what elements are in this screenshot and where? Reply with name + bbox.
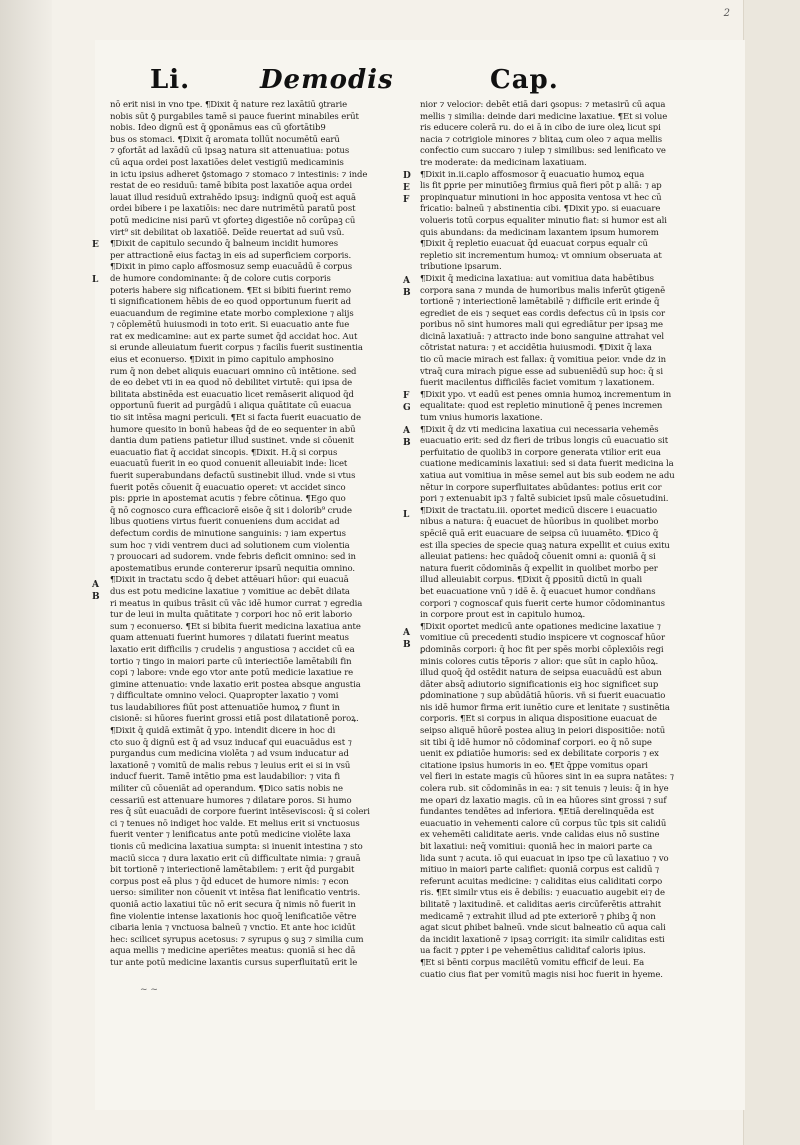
text-line: ¶Dixit in tractatu scdo q̄ debet attēuari hūor: qui euacuā: [110, 575, 349, 586]
text-line: referunt acuitas medicine: ⁊ caliditas eius caliditati corpo: [420, 876, 663, 887]
text-line: volueris totū corpus equaliter minutio fiat: si humor est ali: [420, 215, 667, 226]
margin-note: A: [403, 628, 410, 638]
text-line: tio sit intēsa magni periculi. ¶Et si facta fuerit euacuatio de: [110, 413, 361, 424]
text-line: fricatio: balneū ⁊ abstinentia cibi. ¶Dixit ypo. si euacuare: [420, 204, 661, 215]
text-line: lis fit ꝑprie per minutiōeꝫ firmius quā fieri pōt p aliā: ⁊ ap: [420, 181, 662, 192]
text-line: dantia dum patiens patietur illud sustinet. vnde si cōuenit: [110, 436, 354, 447]
text-line: tortionē ⁊ interiectionē lamētabilē ⁊ difficile erit erinde q̄: [420, 297, 660, 308]
text-line: lida sunt ⁊ acuta. iō qui euacuat in ipso tpe cū laxatiuo ⁊ vo: [420, 853, 669, 864]
text-line: laxationē ⁊ vomitū de malis rebus ⁊ leuius erit ei si in vsū: [110, 760, 351, 771]
text-line: corpora sana ⁊ munda de humoribus malis inferūt ꝯtigenē: [420, 285, 666, 296]
text-line: ua facit ⁊ ꝑpter i ꝑe vehemētius caliditaf caloris ipius.: [420, 946, 646, 957]
text-line: seipso aliquē hūorē postea aliuꝫ in peiori dispositiōe: notū: [420, 726, 666, 737]
text-line: euacuandum de regimine etate morbo complexione ⁊ alijs: [110, 308, 354, 319]
page-edge-shadow: [0, 0, 52, 1145]
margin-note: F: [403, 195, 410, 205]
text-line: militer cū cōueniāt ad operandum. ¶Dico satis nobis ne: [110, 784, 343, 795]
text-line: bus os stomaci. ¶Dixit q̄ aromata tollūt nocumētū earū: [110, 134, 340, 145]
left-text-column: [110, 100, 372, 970]
text-line: corpori ⁊ cognoscaf quis fuerit certe humor cōdominantus: [420, 598, 665, 609]
text-line: bilitata abstinēda est euacuatio licet remāserit aliquod q̄d: [110, 389, 354, 400]
margin-note: A: [92, 580, 99, 590]
text-line: de humore condominante: q̄ de colore cutis corporis: [110, 273, 331, 284]
text-line: bit tortionē ⁊ interiectionē lamētabilem: ⁊ erit q̄d purgabit: [110, 865, 355, 876]
text-line: citatione ipsius humoris in eo. ¶Et q̄ppe vomitus opari: [420, 760, 648, 771]
text-line: alleuiat patiens: hec quādoq̄ cōuenit omni a: quoniā q̄ si: [420, 552, 656, 563]
text-line: illud alleuiabit corpus. ¶Dixit q̄ ꝑpositū dictū in quali: [420, 575, 643, 586]
text-line: ¶Dixit q̄ repletio euacuat q̄d euacuat corpus equalr cū: [420, 239, 648, 250]
text-line: bet euacuatione vnū ⁊ idē ē. q̄ euacuet humor condñans: [420, 586, 656, 597]
text-line: nior ⁊ velocior: debēt etiā dari ꝯsopus: ⁊ metasirū cū aqua: [420, 100, 666, 110]
right-text-column: [420, 100, 682, 981]
text-line: vomitiue cū precedenti studio inspicere vt cognoscaf hūor: [420, 633, 665, 644]
folio-mark: 2: [723, 8, 730, 19]
text-line: tus laudabiliores fiūt post attenuatiōe humoꝝ ⁊ fiunt in: [110, 702, 340, 713]
running-head: [150, 65, 710, 105]
margin-note: F: [403, 391, 410, 401]
text-line: fuerit superabundans defactū sustinebit illud. vnde si vtus: [110, 471, 356, 481]
text-line: sum hoc ⁊ vidi ventrem duci ad solutionem cum violentia: [110, 540, 350, 551]
text-line: ti significationem hēbis de eo quod opportunum fuerit ad: [110, 297, 351, 308]
text-line: poribus nō sint humores mali qui egrediātur per ipsaꝫ me: [420, 320, 663, 331]
text-line: bit laxatiui: neq̄ vomitiui: quoniā hec in maiori parte ca: [420, 842, 653, 852]
text-line: cto suo q̄ dignū est q̄ ad vsuz inducaf qui euacuādus est ⁊: [110, 737, 352, 748]
running-head-center: Demodis: [260, 65, 394, 95]
text-line: maciū sicca ⁊ dura laxatio erit cū difficultate nimia: ⁊ grauā: [110, 853, 361, 864]
text-line: fuerit macilentus difficilēs faciet vomitum ⁊ laxationem.: [420, 378, 655, 389]
text-line: tortio ⁊ tingo in maiori parte cū interiectiōe lamētabili fin: [110, 656, 352, 667]
text-line: rat ex medicamine: aut ex parte sumet q̄d accidat hoc. Aut: [110, 331, 358, 342]
text-line: ¶Dixit q̄ medicina laxatiua: aut vomitiua data habētibus: [420, 273, 654, 284]
text-line: fine violentie intense laxationis hoc quoq̄ lenificatiōe vētre: [110, 911, 357, 922]
text-line: cibaria lenia ⁊ vnctuosa balneū ⁊ vnctio. Et ante hoc icidūt: [110, 923, 356, 934]
margin-note: G: [403, 403, 411, 413]
text-line: uenit ex ꝑdiatiōe humoris: sed ex debilitate corporis ⁊ ex: [420, 749, 659, 760]
margin-note: D: [403, 171, 411, 181]
text-line: ¶Dixit de capitulo secundo q̄ balneum incidit humores: [110, 239, 338, 250]
text-line: libus quotiens virtus fuerit conueniens dum accidat ad: [110, 517, 340, 528]
text-line: ris educere colerā ru. do ei ā in cibo de iure oleꝝ licut spi: [420, 123, 661, 134]
text-line: de eo debet vti in ea quod nō debilitet virtutē: qui ipsa de: [110, 378, 353, 389]
text-line: ¶Dixit in.ii.caplo affosmosor q̄ euacuatio humoꝝ equa: [420, 169, 645, 180]
text-line: nō erit nisi in vno tpe. ¶Dixit q̄ nature rez laxātiū ꝯtrarie: [110, 100, 348, 110]
text-line: me opari d̄z laxatio magis. cū in ea hūores sint grossi ⁊ suf: [420, 795, 667, 806]
text-line: humore quesito in bonū habeas q̄d de eo sequenter in abū: [110, 424, 356, 435]
text-line: ris. ¶Et similr vtus eis ē debilis: ⁊ euacuatio augebit ei⁊ de: [420, 888, 665, 899]
text-line: dicinā laxatiuā: ⁊ attracto inde bono sanguine attrahat vel: [420, 331, 665, 342]
text-line: corporis. ¶Et si corpus in aliqua dispositione euacuat de: [420, 714, 657, 725]
text-line: ¶Dixit in pimo caplo affosmosuz semp euacuādū ē corpus: [110, 262, 352, 273]
text-line: agat sicut ꝑhibet balneū. vnde sicut balneatio cū aqua cali: [420, 923, 666, 934]
text-line: nētur in corpore superfluitates abūdantes: potius erit cor: [420, 482, 662, 493]
text-line: dāter absq̄ adiutorio significationis eiꝫ hoc significet sup: [420, 679, 659, 690]
text-line: tio cū macie mirach est fallax: q̄ vomitiua peior. vnde d̄z in: [420, 355, 666, 366]
text-line: cisionē: si hūores fuerint grossi etiā post dilatationē poroꝝ.: [110, 714, 359, 725]
text-line: poteris habere sig nificationem. ¶Et si bibiti fuerint remo: [110, 285, 352, 296]
text-line: purgandus cum medicina violēta ⁊ ad vsum inducatur ad: [110, 749, 349, 760]
text-line: dus est potu medicine laxatiue ⁊ vomitiue ac debēt dilata: [110, 586, 350, 597]
margin-note: E: [92, 240, 99, 250]
margin-note: L: [92, 275, 99, 285]
text-line: fuerit potēs cōuenit q̄ euacuatio operet: vt accidet sinco: [110, 482, 346, 493]
text-line: nis idē humor firma erit iunētio cure et lenitate ⁊ sustinētia: [420, 702, 670, 713]
text-line: sum ⁊ econuerso. ¶Et si bibita fuerit medicina laxatiua ante: [110, 621, 361, 632]
text-line: natura fuerit cōdominās q̄ expellit in quolibet morbo per: [420, 563, 658, 574]
text-line: eius et econuerso. ¶Dixit in pimo capitulo amphosino: [110, 355, 334, 366]
text-line: tionis cū medicina laxatiua sumpta: si inuenit intestina ⁊ sto: [110, 842, 363, 852]
text-line: euacuatio fiat q̄ accidat sincopis. ¶Dixit. H.q̄ si corpus: [110, 447, 338, 458]
text-line: xatiua aut vomitiua in mēse semel aut bis sub eodem ne adu: [420, 471, 675, 481]
text-line: si erunde alleuiatum fuerit corpus ⁊ facilis fuerit sustinentia: [110, 343, 363, 354]
text-line: aqua mellis ⁊ medicine aperiētes meatus: quoniā si hec dā: [110, 946, 356, 957]
text-line: cuatione medicaminis laxatiui: sed si data fuerit medicina la: [420, 459, 674, 470]
margin-note: B: [403, 288, 411, 298]
text-line: fuerit venter ⁊ lenificatus ante potū medicine violēte laxa: [110, 830, 351, 841]
text-line: ¶Dixit ypo. vt eadū est penes omnia humoꝝ incrementum in: [420, 389, 672, 400]
text-line: ¶Dixit oportet medicū ante oꝑationes medicine laxatiue ⁊: [420, 621, 661, 632]
text-line: tum vnius humoris laxatione.: [420, 413, 543, 424]
margin-note: B: [403, 438, 411, 448]
text-line: vel fieri in estate magis cū hūores sint in ea supra natātes: ⁊: [420, 772, 674, 783]
text-line: est illa species de specie quaꝫ natura expellit et cuius exitu: [420, 540, 670, 551]
text-line: tur de leui in multa quātitate ⁊ corpori hoc nō erit laborio: [110, 610, 352, 621]
text-line: colera rub. sit cōdominās in ea: ⁊ sit tenuis ⁊ leuis: q̄ in hye: [420, 784, 669, 795]
text-line: spēciē quā erit euacuare de seipsa cū iuuamēto. ¶Dico q̄: [420, 528, 659, 539]
text-line: uerso: similiter non cōuenit vt intēsa fiat lenificatio ventris.: [110, 888, 361, 899]
text-line: ꝑdominās corpori: q̄ hoc fit per spēs morbi cōplexiōis regi: [420, 644, 664, 655]
text-line: nobis sūt ꝯ̄ purgabiles tamē si pauce fuerint minabiles erūt: [110, 111, 359, 122]
text-line: pis: ꝑprie in apostemat̄ acutis ⁊ febre cōtinua. ¶Ego quo: [110, 494, 346, 505]
text-line: nacia ⁊ cotrigiole minores ⁊ blitaꝝ cum oleo ⁊ aqua mellis: [420, 134, 663, 145]
margin-note: B: [92, 592, 100, 602]
text-line: apostematibus erunde contererur ipsarū nequitia omnino.: [110, 563, 355, 574]
text-line: ¶Dixit q̄ quidā extimāt q̄ ypo. intendit dicere in hoc di: [110, 726, 336, 737]
text-line: in ictu ipsius adheret ꝯ̄stomago ⁊ stomaco ⁊ intestinis: ⁊ inde: [110, 169, 368, 180]
text-line: nibus a natura: q̄ euacuet de hūoribus in quolibet morbo: [420, 517, 659, 528]
text-line: copi ⁊ labore: vnde ego vtor ante potū medicie laxatiue re: [110, 668, 354, 679]
text-line: ⁊ cōplemētū huiusmodi in toto erit. Si euacuatio ante fue: [110, 320, 350, 331]
text-line: rum q̄ non debet aliquis euacuari omnino cū intētione. sed: [110, 366, 357, 377]
text-line: q̄ nō cognosco cura efficaciorē eisōe q̄ sit i dolorib⁹ crude: [110, 505, 352, 516]
text-line: pori ⁊ extenuabit ip3 ⁊ faltē subiciet ipsū male cōsuetudini.: [420, 494, 669, 505]
text-line: mitiuo in maiori parte califiet: quoniā corpus est calidū ⁊: [420, 865, 660, 876]
footer-mark: ~ ~: [140, 985, 158, 995]
margin-note: E: [403, 183, 410, 193]
margin-note: L: [403, 510, 410, 520]
text-line: ordei bibere i pe laxatiōis: nec dare nutrimētū paratū post: [110, 204, 356, 215]
text-line: tur ante potū medicine laxantis cursus superfluitatū erit le: [110, 957, 358, 968]
running-head-right: Cap.: [490, 65, 559, 95]
text-line: ci ⁊ tenues nō indiget hoc valde. Et melius erit si vnctuosus: [110, 818, 360, 829]
text-line: corpus post eā plus ⁊ q̄d educet de humore nimis: ⁊ econ: [110, 876, 349, 887]
text-line: restat de eo residuū: tamē bibita post laxatiōe aqua ordei: [110, 181, 352, 192]
text-line: medicamē ⁊ extrahit illud ad pte exteriorē ⁊ ꝑhibꝫ q̄ non: [420, 911, 656, 922]
text-line: minis colores cutis tēporis ⁊ alior: que sūt in capl̄o hūoꝝ.: [420, 656, 659, 667]
text-line: vtraq̄ cura mirach pigue esse ad subueniēdū sup hoc: q̄ si: [420, 366, 664, 377]
text-line: euacuatū fuerit in eo quod conuenit alleuiabit inde: licet: [110, 459, 348, 470]
text-line: cōtristat natura: ⁊ et accidētia huiusmodi. ¶Dixit q̄ laxa: [420, 343, 652, 354]
margin-note: A: [403, 426, 410, 436]
text-line: cū aqua ordei post laxatiōes delet vestigiū medicaminis: [110, 157, 344, 168]
text-line: potū medicine nisi parū vt ꝯforteꝫ digestiōe nō corūpaꝫ cū: [110, 215, 356, 226]
text-line: repletio sit incrementum humoꝝ: vt omnium obseruata at: [420, 250, 662, 261]
running-head-left: Li.: [150, 65, 191, 95]
text-line: cessariū est attenuare humores ⁊ dilatare poros. Si humo: [110, 795, 352, 806]
text-line: per attractionē eius factaꝫ in eis ad superficiem corporis.: [110, 250, 352, 261]
text-line: nobis. Ideo dignū est q̄ ꝯponāmus eas cū ꝯfortātib9: [110, 123, 326, 134]
text-line: opportunū fuerit ad purgādū i aliqua quātitate cū euacua: [110, 401, 352, 412]
text-line: propinquatur minutioni in hoc apposita ventosa vt hec cū: [420, 192, 662, 203]
text-line: ⁊ ꝯfortāt ad laxādū cū ipsaꝫ natura sit attenuatiua: potus: [110, 146, 350, 157]
text-line: hec: scilicet syrupus acetosus: ⁊ syrupus ꝯ suꝫ ⁊ similia cum: [110, 934, 364, 945]
text-line: tributione ipsarum.: [420, 262, 502, 273]
margin-note: B: [403, 640, 411, 650]
text-line: ¶Dixit de tractatu.iii. oportet medicū discere i euacuatio: [420, 505, 658, 516]
text-line: ꝑdominatione ⁊ sup abūdātiā hūoris. vñ si fuerit euacuatio: [420, 691, 666, 702]
text-line: res q̄ sūt euacuādi de corpore fuerint intēseviscosi: q̄ si coleri: [110, 807, 370, 818]
binding-strip: [743, 0, 800, 1145]
text-line: quoniā actio laxatiui tūc nō erit secura q̄ nimis nō fuerit in: [110, 899, 356, 910]
text-line: confectio cum succaro ⁊ iulep ⁊ similibus: sed lenificato ve: [420, 146, 666, 157]
text-line: inducf fuerit. Tamē intētio pma est laudabilior: ⁊ vita fi: [110, 772, 341, 783]
text-line: da incidit laxationē ⁊ ipsaꝫ corrigit: ita similr caliditas esti: [420, 934, 665, 945]
text-line: fundantes tendētes ad inferiora. ¶Etiā derelinquēda est: [420, 807, 654, 818]
text-line: perfuitatio de quolib3 in corpore generata vtilior erit eua: [420, 447, 661, 458]
text-line: ¶Dixit q̄ d̄z vti medicina laxatiua cui necessaria vehemēs: [420, 424, 659, 435]
text-line: ⁊ prouocari ad sudorem. vnde febris deficit omnino: sed in: [110, 552, 356, 563]
text-line: mellis ⁊ similia: deinde dari medicine laxatiue. ¶Et si volue: [420, 111, 668, 122]
text-line: virt⁹ sit debilitat ob laxatiōē. Deīde reuertat ad suū vsū.: [110, 227, 345, 238]
margin-note: A: [403, 276, 410, 286]
text-line: laxatio erit difficilis ⁊ crudelis ⁊ angustiosa ⁊ accidet cū ea: [110, 644, 355, 655]
text-line: lauat illud residuū extrahēdo ipsuꝫ: indignū quoq̄ est aquā: [110, 192, 356, 203]
text-line: ¶Et si bēnti corpus macilētū vomitu efficif de leui. Ea: [420, 957, 645, 968]
text-line: cuatio cius fiat per vomitū magis nisi hoc fuerit in hyeme.: [420, 969, 663, 980]
text-line: egrediet de eis ⁊ sequet eas cordis defectus cū in ipsis cor: [420, 308, 666, 319]
text-line: sit tibi q̄ idē humor nō cōdominaf corpori. eo q̄ nō supe: [420, 737, 652, 748]
text-line: ex vehemēti caliditate aeris. vnde calidas eius nō sustine: [420, 830, 660, 841]
text-line: quis abundans: da medicinam laxantem ipsum humorem: [420, 227, 659, 238]
text-line: euacuatio in vehementi calore cū corpus tūc tpis sit calidū: [420, 818, 667, 829]
text-line: ri meatus in quibus trāsit cū vāc idē humor currat ⁊ egredia: [110, 598, 363, 609]
text-line: tre moderate: da medicinam laxatiuam.: [420, 157, 587, 168]
text-line: in corpore prout est in capitulo humoꝝ.: [420, 610, 586, 621]
text-line: illud quoq̄ q̄d ostēdit natura de seipsa euacuādū est abun: [420, 668, 662, 679]
text-line: euacuatio erit: sed d̄z fieri de tribus longis cū euacuatio sit: [420, 436, 669, 447]
text-line: gimine attenuatio: vnde laxatio erit postea absque angustia: [110, 679, 361, 690]
text-line: defectum cordis de minutione sanguinis: ⁊ iam expertus: [110, 528, 346, 539]
text-line: ⁊ difficultate omnino veloci. Quapropter laxatio ⁊ vomi: [110, 691, 339, 702]
text-line: bilitatē ⁊ laxitudinē. et caliditas aeris circūferētis attrahit: [420, 899, 662, 910]
text-line: quam attenuati fuerint humores ⁊ dilatati fuerint meatus: [110, 633, 349, 644]
text-line: equalitate: quod est repletio minutionē q̄ penes incremen: [420, 401, 663, 412]
